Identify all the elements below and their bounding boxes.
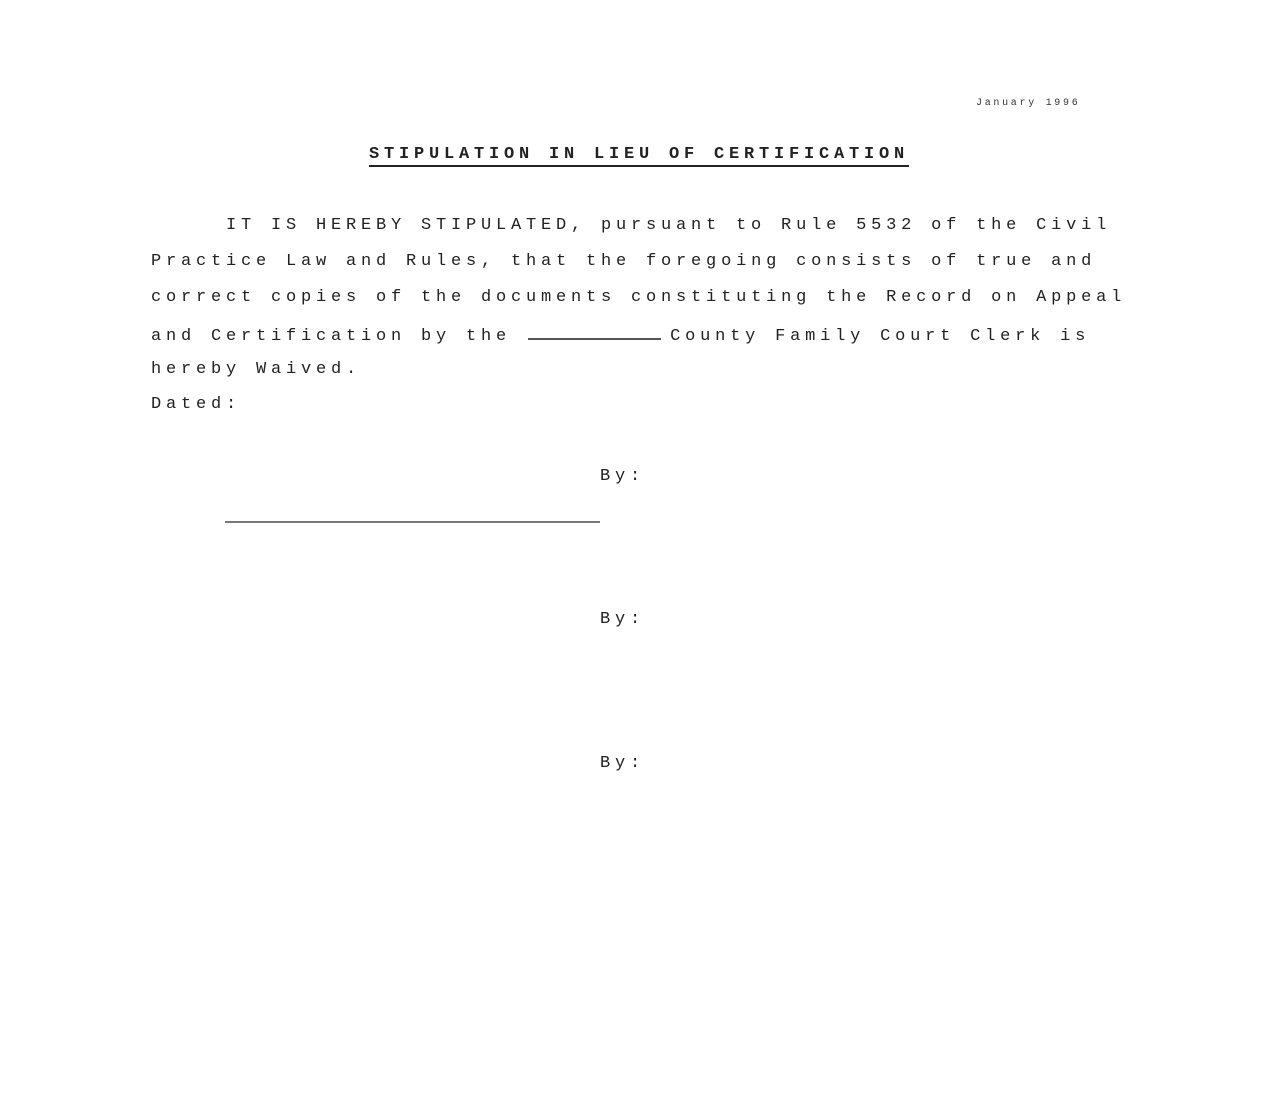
paragraph-line: hereby Waived.: [151, 360, 362, 379]
county-blank-field[interactable]: [528, 324, 661, 340]
document-date: January 1996: [976, 98, 1081, 109]
signature-by-label: By:: [600, 754, 646, 773]
paragraph-line: correct copies of the documents constituting the Record on Appeal: [151, 288, 1127, 307]
paragraph-line: IT IS HEREBY STIPULATED, pursuant to Rule 5532 of the Civil: [226, 216, 1112, 235]
document-title: STIPULATION IN LIEU OF CERTIFICATION: [369, 145, 909, 167]
paragraph-text: and Certification by the: [151, 327, 512, 346]
signature-by-label: By:: [600, 610, 646, 629]
signature-by-label: By:: [600, 467, 646, 486]
paragraph-line: [151, 324, 1090, 347]
paragraph-line: Practice Law and Rules, that the foregoing consists of true and: [151, 252, 1097, 271]
signature-line: [225, 521, 600, 523]
paragraph-text: County Family Court Clerk is: [670, 327, 1091, 346]
dated-label: Dated:: [151, 395, 242, 414]
